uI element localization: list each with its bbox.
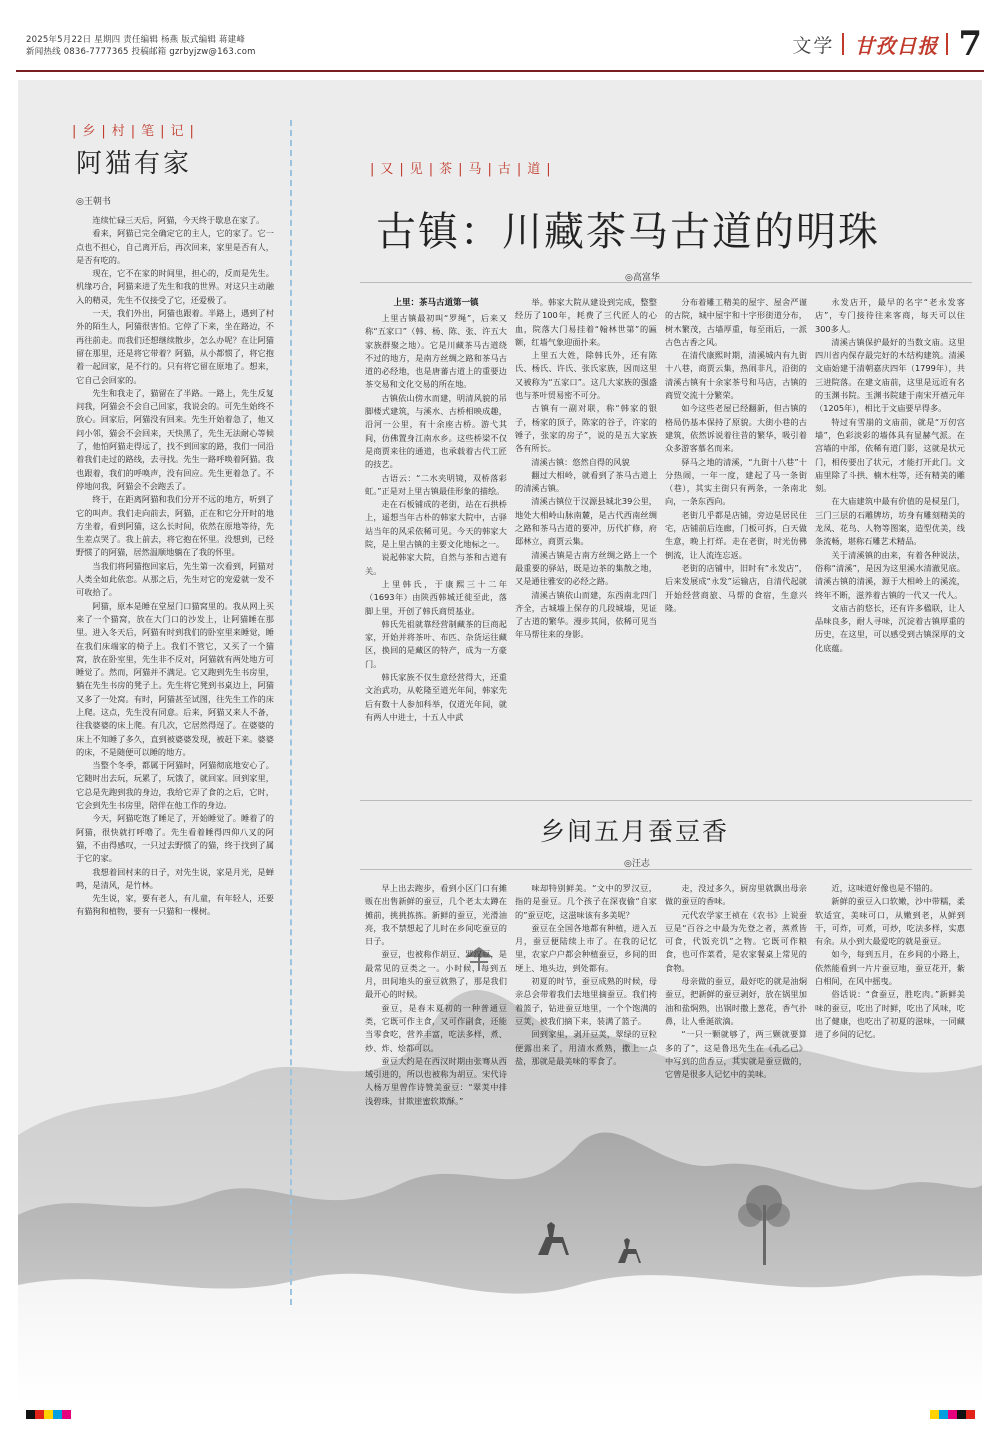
paragraph: 味却特别鲜美。“文中的罗汉豆，指的是蚕豆。几个孩子在深夜偷“自家的”蚕豆吃，这滋味该有多美呢？ xyxy=(515,883,657,920)
paragraph: 我想着回村来的日子，对先生说，家是月光，是蝉鸣，是清风，是竹林。 xyxy=(76,866,274,890)
paragraph: 先生说，家，要有老人，有儿童，有年轻人，还要有猫狗和植物，要有一只猫和一棵树。 xyxy=(76,893,274,917)
paragraph: 清溪古镇：悠然自得的风貌 xyxy=(531,456,630,467)
paragraph: 韩氏家族不仅生意经营得大，还重文治武功，从乾隆至道光年间，韩家先后有数十人参加科举，仅道光年间，就有两人中进士，十五人中武 xyxy=(365,672,507,722)
newspaper-logo: 甘孜日报 xyxy=(854,33,939,58)
paragraph: 上里古镇最初叫“罗绳”，后来又称“五家口”（韩、杨、陈、张、许五大家族群聚之地）。它是川藏茶马古道绕不过的地方，是南方丝绸之路和茶马古道的必经地，也是唐蕃古道上的重要边茶交易和文化交易的所在地。 xyxy=(365,313,507,390)
paragraph: 走在石板铺成的老街，站在石拱桥上，遥想当年古朴的韩家大院中，古驿站当年的风采依稀可见。今天的韩家大院，是上里古镇的主要文化地标之一。 xyxy=(365,499,507,550)
column-divider xyxy=(290,120,292,1305)
paragraph: 永发店开，最早的名字“老永发客店”，专门接待往来客商，每天可以住300多人。 xyxy=(815,297,965,334)
paragraph: 如今，每到五月，在乡间的小路上，依然能看到一片片蚕豆地，蚕豆花开，紫白相间，在风中摇曳。 xyxy=(815,949,965,987)
paragraph: 今天，阿猫吃饱了睡足了，开始睡觉了。睡着了的阿猫，很快就打呼噜了。先生看着睡得四仰八叉的阿猫，不由得感叹，一只过去野惯了的猫，终于找到了属于它的家。 xyxy=(76,813,274,864)
masthead xyxy=(0,0,1000,80)
paragraph: 俗话说：“食蚕豆，胜吃肉。”新鲜美味的蚕豆，吃出了时鲜，吃出了风味，吃出了健康，也吃出了初夏的滋味，一同藏进了乡间的记忆。 xyxy=(815,989,965,1040)
paragraph: 看来，阿猫已完全确定它的主人，它的家了。它一点也不担心，自己离开后，再次回来，家里是否有人，是否有吃的。 xyxy=(76,228,274,265)
issue-info: 2025年5月22日 星期四 责任编辑 杨燕 版式编辑 蒋建峰 xyxy=(26,35,246,45)
paragraph: 举。韩家大院从建设到完成，整整经历了100年，耗费了三代匠人的心血，院落大门易挂着“翰林世第”的匾额，红墙气象迎面扑来。 xyxy=(515,297,657,347)
second-article-column-3 xyxy=(665,882,807,1152)
contact-info: 新闻热线 0836-7777365 投稿邮箱 gzrbyjzw@163.com xyxy=(26,47,256,57)
second-article-column-4 xyxy=(815,882,965,1152)
left-article-byline: ◎王朝书 xyxy=(76,197,111,207)
paragraph: 新鲜的蚕豆入口软嫩，沙中带糯，柔软适宜，美味可口，从嫩到老，从鲜到干，可炸，可煮，可炒，吃法多样，实惠有余。从小到大最爱吃的就是蚕豆。 xyxy=(815,896,965,947)
paragraph: 古镇有一副对联，称“韩家的银子，杨家的顶子，陈家的谷子，许家的锤子，张家的房子”，说的是五大家族各有所长。 xyxy=(515,403,657,454)
paragraph: 文庙古韵悠长，还有许多楹联，让人品味良多，耐人寻味，沉淀着古镇厚重的历史，在这里，可以感受到古镇深厚的文化底蕴。 xyxy=(815,602,965,653)
paragraph: 上里五大姓，除韩氏外，还有陈氏、杨氏、许氏、张氏家族，因而这里又被称为“五家口”。这几大家族的强盛也与茶叶贸易密不可分。 xyxy=(515,350,657,401)
paragraph: 早上出去跑步，看到小区门口有摊贩在出售新鲜的蚕豆，几个老太太蹲在摊前，挑挑拣拣。新鲜的蚕豆，光滑油亮，我不禁想起了儿时在乡间吃蚕豆的日子。 xyxy=(365,883,507,947)
second-article-top-rule xyxy=(360,800,972,801)
paragraph: 特过有雪崩的文庙前，就是“万仞宫墙”，色彩淡彩的墙体具有显赫气派。在宫墙的中部，依稀有道门影，这就是状元门，相传要出了状元，才能打开此门。文庙里除了斗拱、楠木柱等，还有精美的雕刻。 xyxy=(815,416,965,494)
second-article-column-2 xyxy=(515,882,657,1152)
paragraph: 在清代康熙时期，清溪城内有九街十八巷，商贾云集，热闹非凡，沿街的清溪古镇有十余家茶号和马店，古镇的商贸交流十分繁荣。 xyxy=(665,350,807,401)
paragraph: 清溪古镇是古南方丝绸之路上一个最重要的驿站，既是边茶的集散之地，又是通往雅安的必经之路。 xyxy=(515,549,657,587)
paragraph: 蚕豆，是春末夏初的一种普通豆类，它既可作主食，又可作副食，还能当零食吃，营养丰富，吃法多样，煮、炒、炸、烩都可以。 xyxy=(365,1002,507,1053)
main-article-byline: ◎高富华 xyxy=(625,273,660,283)
main-article-kicker: |又|见|茶|马|古|道| xyxy=(370,162,557,177)
section-divider xyxy=(842,33,844,55)
paragraph: 驿马之地的清溪，“九街十八巷”十分热闹，一年一度，建起了马一条街（巷），其实主街只有两条，一条南北向，一条东西向。 xyxy=(665,456,807,507)
left-article-body xyxy=(76,214,274,1264)
main-subhead-1: 上里：茶马古道第一镇 xyxy=(393,298,479,308)
paragraph: 蚕豆在全国各地都有种植，进入五月，蚕豆便陆续上市了。在我的记忆里，农家户户都会种植蚕豆，乡间的田埂上、地头边，到处都有。 xyxy=(515,922,657,973)
paragraph: 先生和我走了，猫留在了半路。一路上，先生反复问我，阿猫会不会自己回家，我说会的。可先生始终不放心。回家后，阿猫没有回来。先生开始着急了，他又问小邻，猫会不会回来，天快黑了，先生无法耐心等候了，他怕阿猫走得远了，找不到回家的路，我们一同沿着我们走过的路线，去寻找。先生一路呼唤着阿猫。我也跟着，我们的呼唤声，没有回应。先生更着急了。不停地问我，阿猫会不会跑丢了。 xyxy=(76,387,274,491)
paragraph: 清溪古镇依山而建，东西南北四门齐全，古城墙上保存的几段城墙，见证了古道的繁华。漫步其间，依稀可见当年马帮往来的身影。 xyxy=(515,589,657,640)
paragraph: 母亲做的蚕豆，最好吃的就是油焖蚕豆，把新鲜的蚕豆剥好，放在锅里加油和盐焖熟，出锅时撒上葱花，香气扑鼻，让人垂涎欲滴。 xyxy=(665,976,807,1026)
paragraph: 清溪古镇保护最好的当数文庙。这里四川省内保存最完好的木结构建筑。清溪文庙始建于清朝嘉庆四年（1799年），共三进院落。在建文庙前，这里是远近有名的玉渊书院。玉渊书院建于南宋开禧元年（1205年），相比于文庙要早得多。 xyxy=(815,336,965,414)
paragraph: 说起韩家大院，自然与茶和古道有关。 xyxy=(365,552,507,576)
paragraph: 一天，我们外出，阿猫也跟着。半路上，遇到了村外的陌生人，阿猫很害怕。它停了下来，坐在路边，不再往前走。而我们还想继续散步，怎么办呢？在让阿猫留在那里，还是将它带着？阿猫，从小都惯了，将它抱着一起回家，是不行的。只有将它留在原地了。想来，它自己会回家的。 xyxy=(76,308,274,385)
paragraph: 蚕豆大约是在西汉时期由张骞从西域引进的，所以也被称为胡豆。宋代诗人杨万里曾作诗赞美蚕豆：“翠荚中排浅碧珠，甘欺崖蜜软欺酥。” xyxy=(365,1055,507,1106)
paragraph: 走，没过多久，厨房里就飘出母亲做的蚕豆的香味。 xyxy=(665,883,807,907)
paragraph: 清溪古镇位于汉源县城北39公里，地处大相岭山脉南麓，是古代西南丝绸之路和茶马古道的要冲，历代扩修，府邸林立，商贾云集。 xyxy=(515,496,657,547)
paragraph: 初夏的时节，蚕豆成熟的时候，母亲总会带着我们去地里摘蚕豆。我们挎着篮子，钻进蚕豆地里，一个个饱满的豆荚，被我们摘下来，装满了篮子。 xyxy=(515,976,657,1026)
masthead-rule xyxy=(16,70,984,72)
paragraph: 古语云：“二水夹明镜，双桥落彩虹。”正是对上里古镇最佳形象的描绘。 xyxy=(365,472,507,496)
paragraph: 古镇依山傍水而建，明清风貌的吊脚楼式建筑，与溪水、古桥相映成趣，沿河一公里，有十余座古桥。游弋其间，仿佛置身江南水乡。这些桥梁不仅是商贾来往的通道，也承载着古代工匠的技艺。 xyxy=(365,392,507,470)
paragraph: 老街的店铺中，旧时有“永发店”，后来发展成“永发”运输店，自清代起就开始经营商旅、马帮的食宿，生意兴隆。 xyxy=(665,562,807,613)
main-article-column-2 xyxy=(515,296,657,780)
registration-marks-left xyxy=(26,1410,71,1419)
paragraph: 老街几乎都是店铺，旁边是居民住宅，店铺前后连廊，门板可拆，白天做生意，晚上打烊。走在老街，时光仿佛倒流，让人流连忘返。 xyxy=(665,509,807,560)
masthead-right xyxy=(792,24,982,64)
section-name: 文学 xyxy=(792,34,835,57)
paragraph: 上里韩氏，于康熙三十二年（1693年）由陕西韩城迁徙至此，落脚上里，开创了韩氏商贸基业。 xyxy=(365,578,507,616)
paragraph: 当我们将阿猫抱回家后，先生第一次看到，阿猫对人类全如此依恋。从那之后，先生对它的宠爱就一发不可收拾了。 xyxy=(76,560,274,598)
main-article-rule xyxy=(360,282,972,283)
paragraph: “一只一颗就够了，两三颗就要算多的了”，这是鲁迅先生在《孔乙己》中写到的茴香豆，其实就是蚕豆做的，它曾是很多人记忆中的美味。 xyxy=(665,1029,807,1080)
paragraph: 现在，它不在家的时间里，担心的，反而是先生。机缘巧合，阿猫来进了先生和我的世界。对这只主动融入的精灵，先生不仅接受了它，还爱极了。 xyxy=(76,268,274,305)
paragraph: 关于清溪镇的由来，有着各种说法，俗称“清溪”，是因为这里溪水清澈见底。清溪古镇的清溪，源于大相岭上的溪流，终年不断，滋养着古镇的一代又一代人。 xyxy=(815,549,965,600)
paragraph: 回到家里，剥开豆荚，翠绿的豆粒便露出来了，用清水煮熟，撒上一点盐，那就是最美味的零食了。 xyxy=(515,1029,657,1066)
second-article-column-1 xyxy=(365,882,507,1152)
left-article-title: 阿猫有家 xyxy=(76,149,193,179)
page-number: 7 xyxy=(958,24,982,64)
paragraph: 近，这味道好像也是不错的。 xyxy=(831,883,938,893)
paragraph: 阿猫，原本是睡在堂屋门口猫窝里的。我从网上买来了一个猫窝，放在大门口的沙发上，让阿猫睡在那里。进入冬天后，阿猫有时到我们的卧室里来睡觉，睡在我们床端家的椅子上。我们不管它，又买了一个猫窝，放在卧室里，先生非不反对，阿猫就有两处地方可睡觉了。然而，阿猫并不满足。它又跑到先生书房里，躺在先生书房的凳子上。先生将它凳到书桌边上，阿猫又多了一处窝。有时，阿猫甚至试图，往先生工作的床上爬。这点，先生没有同意。后来，阿猫又来人不备，往我婆婆的床上爬。有几次，它居然得逞了。在婆婆的床上不知睡了多久，直到被婆婆发现，被赶下来。婆婆的床，不是随便可以睡的地方。 xyxy=(76,600,274,757)
paragraph: 元代农学家王祯在《农书》上说蚕豆是“百谷之中最为先登之者，蒸煮皆可食，代饭充饥”之物。它既可作粮食，也可作菜肴，是农家餐桌上常见的食物。 xyxy=(665,909,807,973)
paragraph: 蚕豆，也被称作胡豆、罗汉豆，是最常见的豆类之一。小时候，每到五月，田间地头的蚕豆就熟了，那是我们最开心的时候。 xyxy=(365,949,507,1000)
paragraph: 翻过大相岭，就看到了茶马古道上的清溪古镇。 xyxy=(515,469,657,494)
paragraph: 韩氏先祖就靠经营制藏茶的巨商起家，开始并将茶叶、布匹、杂货运往藏区，换回的是藏区的特产，成为一方豪门。 xyxy=(365,618,507,669)
registration-marks-right xyxy=(930,1410,975,1419)
main-article-column-3 xyxy=(665,296,807,780)
paragraph: 连续忙碌三天后，阿猫，今天终于歇息在家了。 xyxy=(92,215,265,225)
page-divider xyxy=(946,33,948,55)
second-article-rule xyxy=(360,869,972,870)
paragraph: 终于，在距离阿猫和我们分开不远的地方，听到了它的叫声。我们走向前去，阿猫，正在和它分开时的地方坐着，看到阿猫，这么长时间，依然在原地等待，先生差点哭了。我上前去，将它抱在怀里。没想到，已经野惯了的阿猫，居然温顺地躺在了我的怀里。 xyxy=(76,494,274,558)
main-article-column-4 xyxy=(815,296,965,780)
paragraph: 分布着雕工精美的屋宇、屋舍严谨的古院，城中屋宇和十字形街道分布，树木繁茂，古墙厚重，每至雨后，一派古色古香之风。 xyxy=(665,297,807,347)
main-article-title: 古镇：川藏茶马古道的明珠 xyxy=(376,209,880,255)
paragraph: 如今这些老屋已经翻新，但古镇的格局仍基本保持了原貌。大街小巷的古建筑，依然诉说着往昔的繁华，吸引着众多游客慕名而来。 xyxy=(665,403,807,454)
second-article-byline: ◎汪志 xyxy=(624,859,650,869)
left-article-kicker: |乡|村|笔|记| xyxy=(72,124,200,139)
second-article-title: 乡间五月蚕豆香 xyxy=(540,817,730,846)
paragraph: 在大庙建筑中最有价值的是棂星门，三门三层的石雕牌坊，坊身有雕刻精美的龙凤、花鸟、人物等图案，造型优美，线条流畅，堪称石雕艺术精品。 xyxy=(815,496,965,547)
main-article-column-1 xyxy=(365,312,507,780)
paragraph: 当整个冬季，都属于阿猫时，阿猫彻底地安心了。它随时出去玩，玩累了，玩饿了，就回家。回到家里，它总是先跑到我的身边，我给它弄了食的之后，它时，它会到先生书房里，陪伴在他工作的身边。 xyxy=(76,760,274,811)
